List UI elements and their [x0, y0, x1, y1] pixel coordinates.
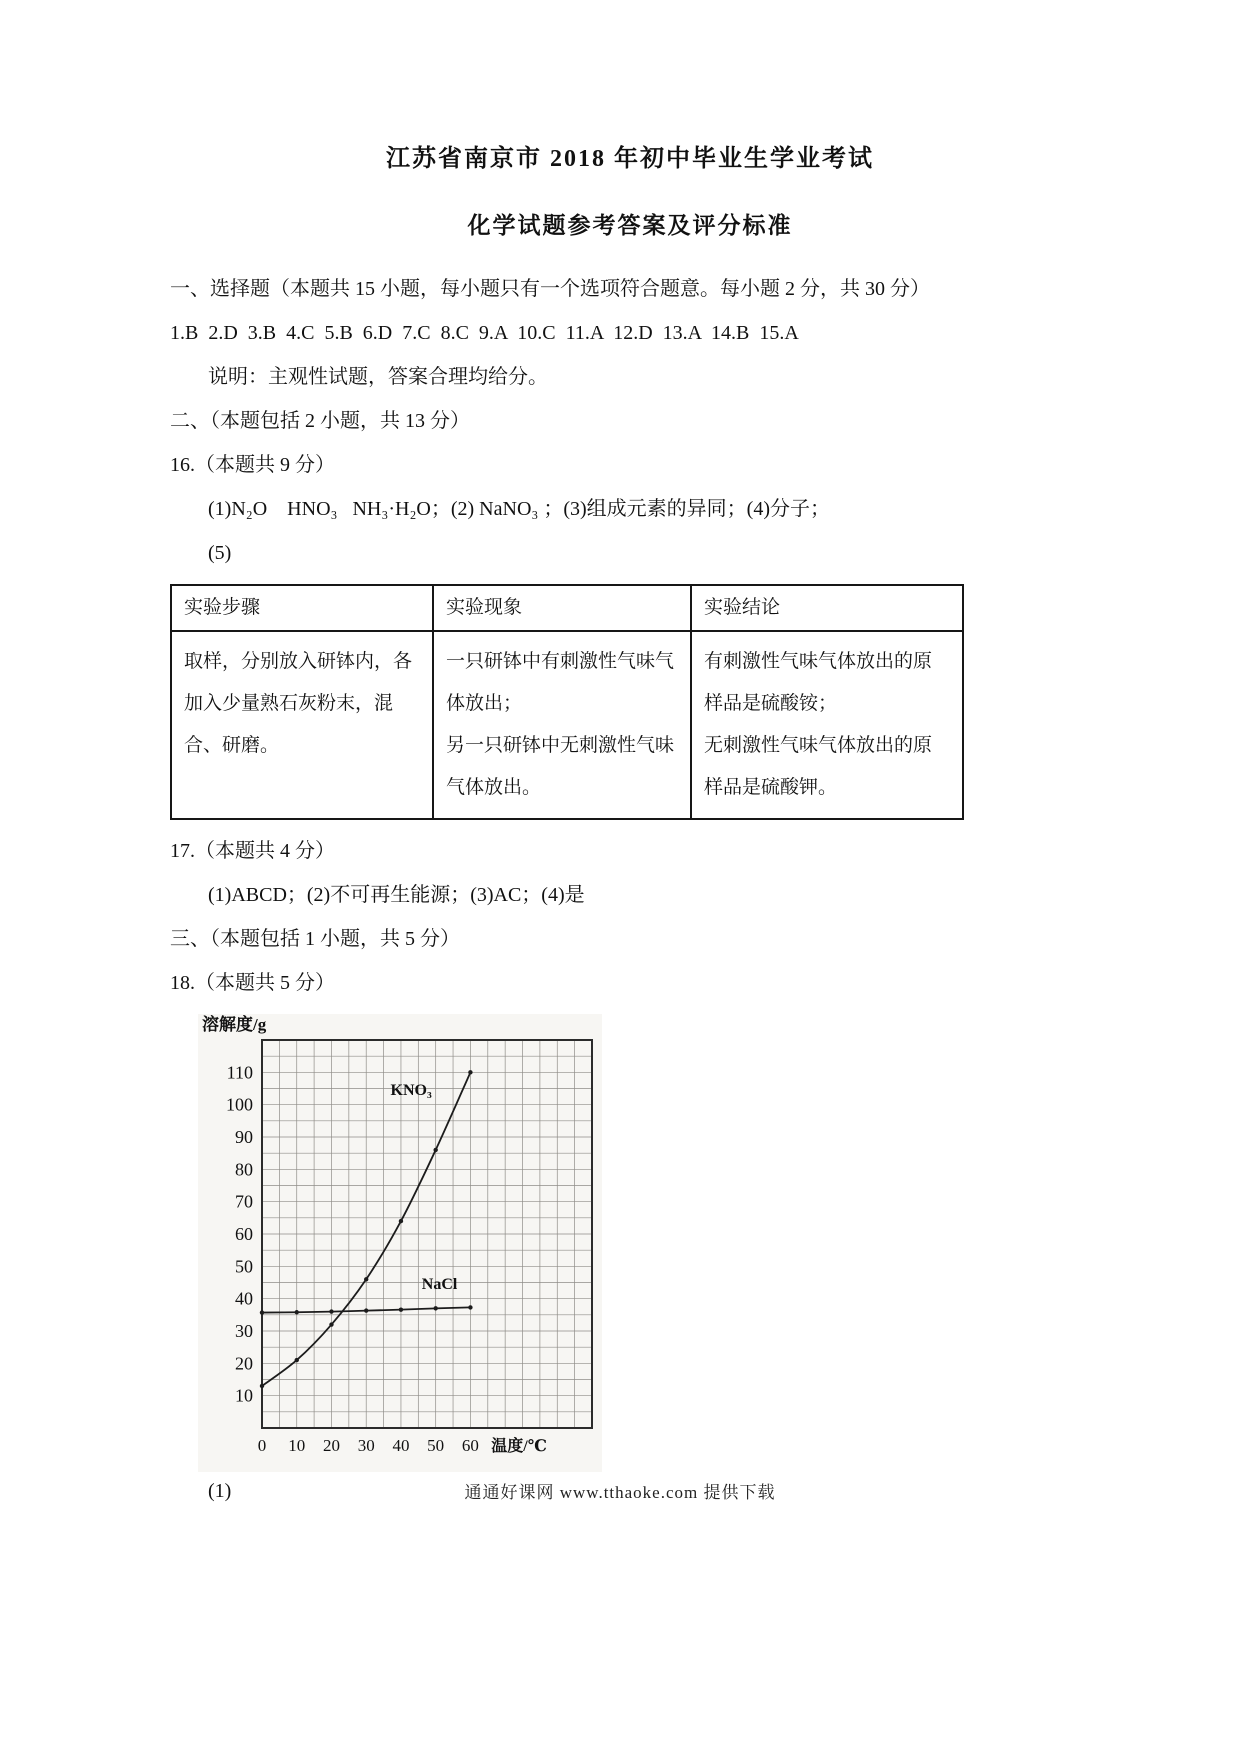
- table-header-steps: 实验步骤: [171, 585, 433, 631]
- section1-heading: 一、选择题（本题共 15 小题，每小题只有一个选项符合题意。每小题 2 分，共 30 分）: [170, 278, 930, 300]
- table-header-conclusion: 实验结论: [691, 585, 963, 631]
- table-cell-phenomena: [433, 631, 691, 819]
- table-cell-conclusion: [691, 631, 963, 819]
- phenomena-line-2: 另一只研钵中无刺激性气味气体放出。: [446, 735, 675, 798]
- conclusion-line-2: 无刺激性气味气体放出的原样品是硫酸钾。: [704, 735, 933, 798]
- svg-text:90: 90: [235, 1127, 253, 1147]
- table-cell-steps: 取样，分别放入研钵内，各加入少量熟石灰粉末，混合、研磨。: [171, 631, 433, 819]
- experiment-table-body-row: [171, 631, 963, 819]
- svg-text:70: 70: [235, 1191, 253, 1212]
- svg-text:温度/℃: 温度/℃: [491, 1438, 547, 1455]
- svg-text:10: 10: [235, 1385, 253, 1406]
- phenomena-line-1: 一只研钵中有刺激性气味气体放出；: [446, 651, 675, 714]
- experiment-table-header-row: [171, 585, 963, 631]
- section1-note: 说明：主观性试题，答案合理均给分。: [208, 366, 548, 388]
- svg-text:60: 60: [235, 1224, 253, 1244]
- svg-text:40: 40: [235, 1288, 253, 1309]
- page-title: 江苏省南京市 2018 年初中毕业生学业考试: [386, 146, 874, 172]
- section3-heading: 三、（本题包括 1 小题，共 5 分）: [170, 928, 460, 950]
- svg-text:KNO₃: KNO₃: [390, 1081, 432, 1099]
- svg-text:50: 50: [427, 1436, 445, 1455]
- q18-heading: 18.（本题共 5 分）: [170, 972, 335, 994]
- solubility-chart-svg: [198, 1014, 602, 1472]
- svg-text:110: 110: [226, 1062, 253, 1083]
- svg-text:80: 80: [235, 1159, 253, 1180]
- svg-text:100: 100: [226, 1094, 253, 1115]
- q17-heading: 17.（本题共 4 分）: [170, 840, 335, 862]
- q16-heading: 16.（本题共 9 分）: [170, 454, 335, 476]
- q18-part1-label: (1): [208, 1480, 232, 1502]
- svg-text:60: 60: [461, 1436, 479, 1455]
- svg-text:溶解度/g: 溶解度/g: [202, 1015, 267, 1034]
- svg-text:40: 40: [392, 1436, 410, 1455]
- page-subtitle: 化学试题参考答案及评分标准: [467, 213, 793, 238]
- svg-text:50: 50: [235, 1256, 253, 1277]
- svg-text:30: 30: [235, 1321, 253, 1341]
- svg-text:10: 10: [288, 1436, 306, 1455]
- footer: 通通好课网 www.tthaoke.com 提供下载: [464, 1483, 776, 1502]
- q17-answers: (1)ABCD；(2)不可再生能源；(3)AC；(4)是: [208, 884, 585, 906]
- section2-heading: 二、（本题包括 2 小题，共 13 分）: [170, 410, 470, 432]
- multiple-choice-answers: 1.B 2.D 3.B 4.C 5.B 6.D 7.C 8.C 9.A 10.C 11.A 12.D 13.A 14.B 15.A: [170, 322, 799, 344]
- table-header-phenomena: 实验现象: [433, 585, 691, 631]
- solubility-chart: [198, 1014, 602, 1472]
- svg-text:30: 30: [357, 1436, 375, 1455]
- svg-text:20: 20: [322, 1436, 340, 1455]
- svg-text:NaCl: NaCl: [421, 1275, 458, 1293]
- q16-part5-label: (5): [208, 542, 232, 564]
- conclusion-line-1: 有刺激性气味气体放出的原样品是硫酸铵；: [704, 651, 933, 714]
- svg-text:0: 0: [257, 1436, 267, 1455]
- experiment-table: [170, 584, 964, 820]
- svg-text:20: 20: [235, 1353, 253, 1374]
- q16-answers: (1)N₂O HNO₃ NH₃·H₂O；(2) NaNO₃ ；(3)组成元素的异同；(4)分子；: [208, 498, 831, 520]
